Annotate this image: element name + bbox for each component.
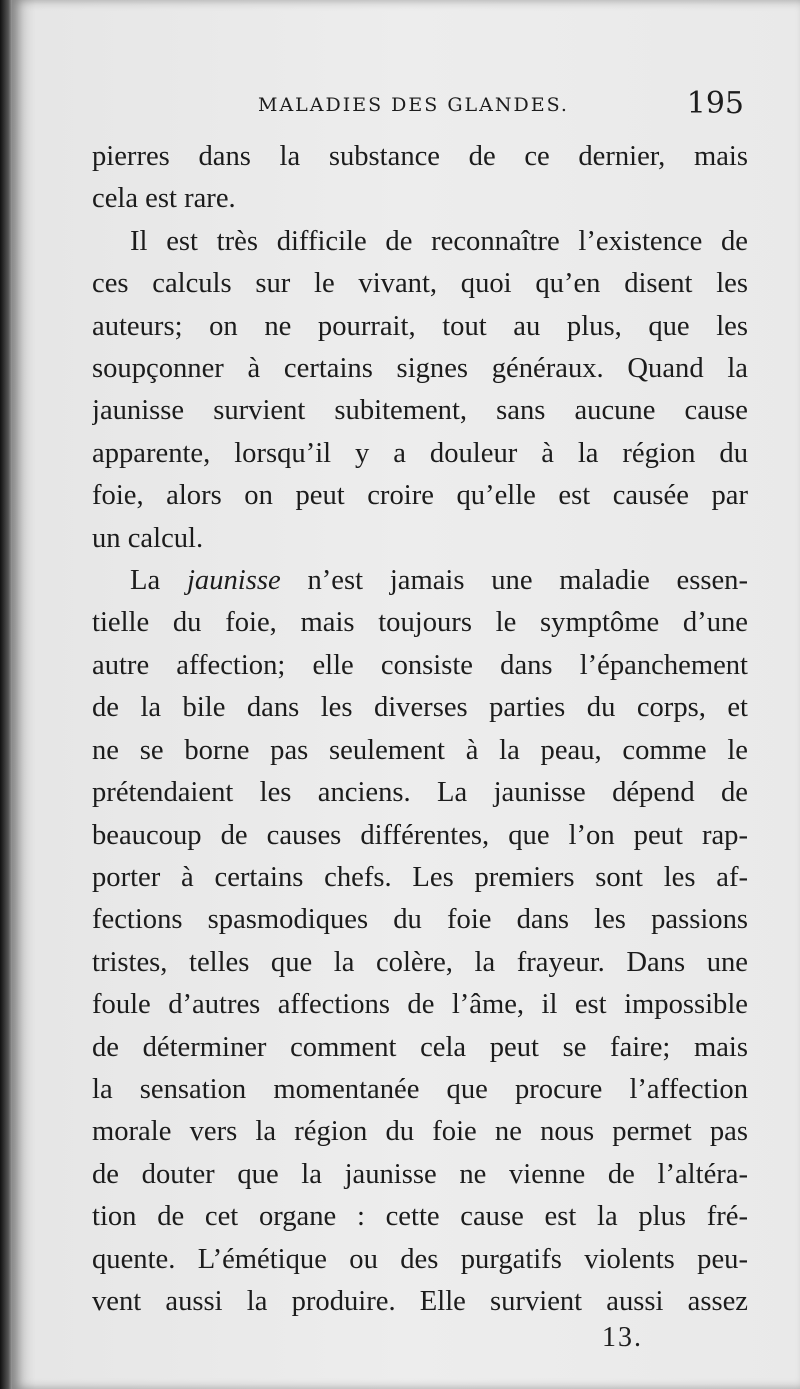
- text-line-6: soupçonner à certains signes généraux. Quand la: [92, 353, 748, 385]
- text-line-23: la sensation momentanée que procure l’affection: [92, 1073, 748, 1105]
- scan-binding-edge: [0, 0, 12, 1389]
- text-line-26: tion de cet organe : cette cause est la plus fré-: [92, 1201, 748, 1233]
- text-line-25: de douter que la jaunisse ne vienne de l’altéra-: [92, 1158, 748, 1190]
- text-line-22: de déterminer comment cela peut se faire; mais: [92, 1031, 748, 1063]
- text-line-10: un calcul.: [92, 522, 204, 554]
- text-line-7: jaunisse survient subitement, sans aucune cause: [92, 395, 748, 427]
- paragraph-opening-word: La: [130, 565, 161, 597]
- text-line-11: [92, 560, 748, 602]
- text-line-9: foie, alors on peut croire qu’elle est causée par: [92, 480, 748, 512]
- signature-mark: 13.: [602, 1322, 643, 1353]
- text-line-13: autre affection; elle consiste dans l’épanchement: [92, 649, 748, 681]
- italic-term: jaunisse: [186, 565, 281, 597]
- text-line-3: Il est très difficile de reconnaître l’existence de: [130, 225, 748, 257]
- page-number: 195: [686, 86, 744, 121]
- line-continuation: n’est jamais une maladie essen-: [307, 565, 748, 597]
- text-line-2: cela est rare.: [92, 183, 236, 215]
- text-line-12: tielle du foie, mais toujours le symptôme d’une: [92, 607, 748, 639]
- text-line-8: apparente, lorsqu’il y a douleur à la région du: [92, 437, 748, 469]
- text-line-15: ne se borne pas seulement à la peau, comme le: [92, 734, 748, 766]
- running-head: MALADIES DES GLANDES.: [258, 94, 569, 116]
- text-line-18: porter à certains chefs. Les premiers sont les af-: [92, 861, 748, 893]
- text-line-24: morale vers la région du foie ne nous permet pas: [92, 1116, 748, 1148]
- page-body: [92, 136, 748, 1323]
- text-line-16: prétendaient les anciens. La jaunisse dépend de: [92, 777, 748, 809]
- text-line-20: tristes, telles que la colère, la frayeur. Dans une: [92, 946, 748, 978]
- text-line-27: quente. L’émétique ou des purgatifs violents peu-: [92, 1243, 748, 1275]
- page-header: [92, 86, 744, 126]
- text-line-4: ces calculs sur le vivant, quoi qu’en disent les: [92, 268, 748, 300]
- text-line-21: foule d’autres affections de l’âme, il est impossible: [92, 989, 748, 1021]
- text-line-14: de la bile dans les diverses parties du corps, et: [92, 692, 748, 724]
- text-line-1: pierres dans la substance de ce dernier, mais: [92, 141, 748, 172]
- text-line-28: vent aussi la produire. Elle survient aussi assez: [92, 1285, 748, 1317]
- text-line-19: fections spasmodiques du foie dans les passions: [92, 904, 748, 936]
- text-line-17: beaucoup de causes différentes, que l’on peut rap-: [92, 819, 748, 851]
- text-line-5: auteurs; on ne pourrait, tout au plus, que les: [92, 310, 748, 342]
